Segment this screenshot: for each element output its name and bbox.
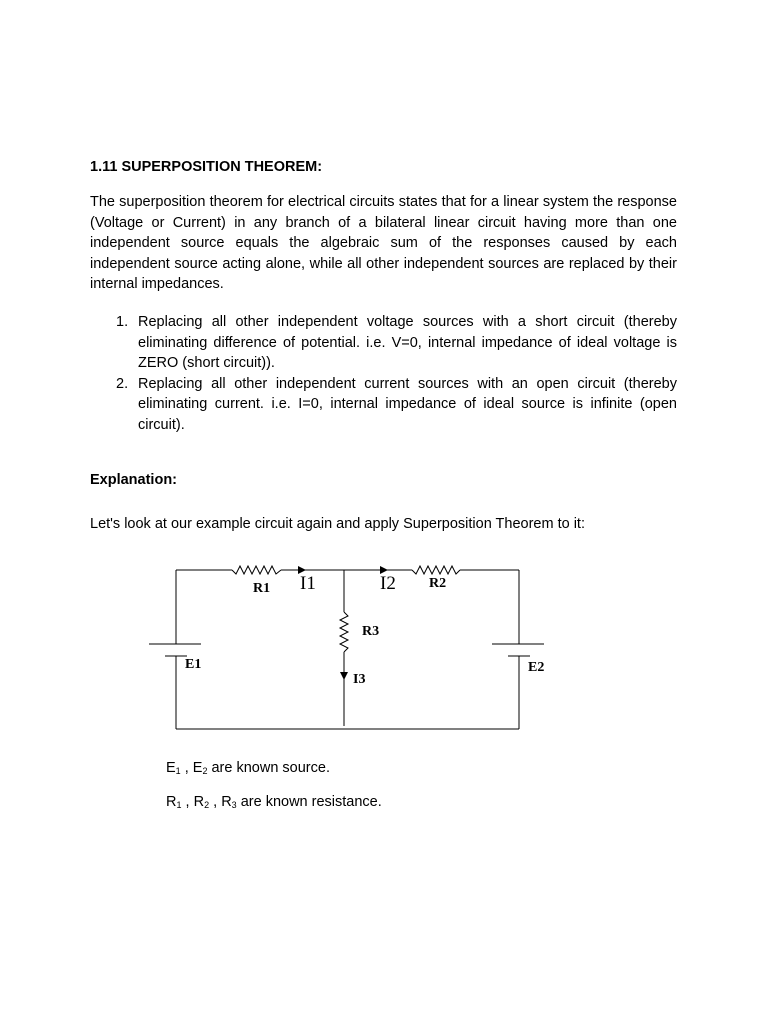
section-heading: 1.11 SUPERPOSITION THEOREM: (90, 159, 323, 175)
i1-label: I1 (300, 573, 316, 594)
note-symbol: R (221, 794, 232, 810)
note-symbol: R (193, 794, 205, 810)
note-subscript: 1 (176, 800, 182, 810)
r2-resistor (412, 566, 460, 574)
r1-label: R1 (253, 581, 271, 596)
note-text: are known resistance. (236, 794, 382, 810)
i3-arrow (340, 672, 348, 680)
r2-label: R2 (429, 576, 447, 591)
e2-battery (492, 644, 544, 656)
r3-resistor (340, 612, 348, 652)
note-separator: , (181, 794, 194, 810)
list-text: Replacing all other independent current sources with an open circuit (thereby eliminating current. i.e. I=0, internal impedance of ideal source is infinite (open circuit). (138, 375, 677, 433)
explanation-heading: Explanation: (90, 472, 178, 488)
note-subscript: 2 (202, 766, 208, 776)
note-separator: , (209, 794, 222, 810)
note-subscript: 1 (175, 766, 181, 776)
note-symbol: E (166, 760, 176, 776)
note-subscript: 2 (204, 800, 210, 810)
lead-sentence: Let's look at our example circuit again and apply Superposition Theorem to it: (90, 516, 585, 532)
intro-paragraph: The superposition theorem for electrical circuits states that for a linear system the response (Voltage or Current) in any branch of a bilateral linear circuit having more than one independent source equals the algebraic sum of the responses caused by each independent source acting alone, while all other independent sources are replaced by their internal impedances. (90, 194, 677, 293)
i2-label: I2 (380, 573, 396, 594)
e2-label: E2 (528, 660, 545, 675)
sources-note (166, 760, 330, 776)
note-symbol: R (166, 794, 177, 810)
note-text: are known source. (207, 760, 330, 776)
note-symbol: E (192, 760, 203, 776)
r1-resistor (232, 566, 281, 574)
list-number: 2. (116, 375, 129, 392)
resistances-note (166, 794, 382, 810)
e1-label: E1 (185, 657, 202, 672)
list-text: Replacing all other independent voltage sources with a short circuit (thereby eliminating difference of potential. i.e. V=0, internal impedance of ideal voltage is ZERO (short circuit)). (138, 314, 677, 372)
note-separator: , (180, 760, 193, 776)
i3-label: I3 (353, 672, 366, 687)
r3-label: R3 (362, 624, 380, 639)
e1-battery (149, 644, 201, 656)
note-subscript: 3 (231, 800, 237, 810)
list-number: 1. (116, 314, 129, 330)
